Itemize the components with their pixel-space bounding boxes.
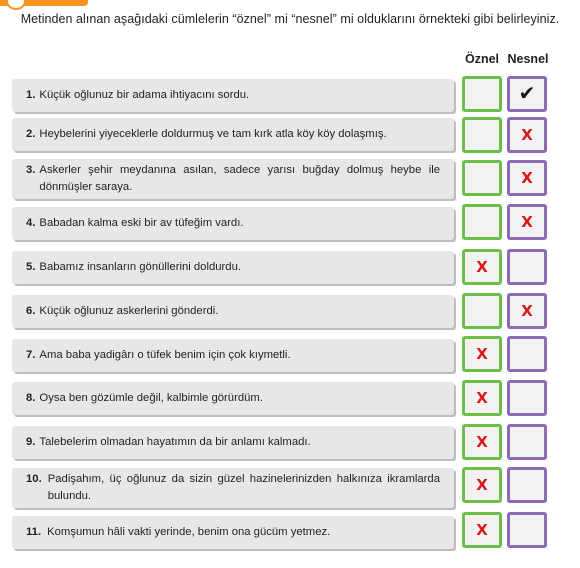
oznel-checkbox-10[interactable]	[462, 467, 502, 503]
sentence-number: 2.	[26, 128, 36, 140]
x-mark-icon: X	[521, 168, 533, 187]
oznel-checkbox-8[interactable]	[462, 380, 502, 416]
sentence-number: 7.	[26, 349, 36, 361]
sentence-row-3	[12, 159, 454, 199]
x-mark-icon: X	[521, 301, 533, 320]
oznel-checkbox-3[interactable]	[462, 160, 502, 196]
sentence-text: Babamız insanların gönüllerini doldurdu.	[39, 261, 242, 273]
oznel-checkbox-7[interactable]	[462, 336, 502, 372]
sentence-number: 8.	[26, 392, 36, 404]
sentence-text: Ama baba yadigârı o tüfek benim için çok kıymetli.	[39, 349, 291, 361]
x-mark-icon: X	[476, 432, 488, 451]
nesnel-checkbox-1[interactable]	[507, 76, 547, 112]
column-header-oznel: Öznel	[464, 52, 500, 66]
sentence-text: Babadan kalma eski bir av tüfeğim vardı.	[39, 217, 244, 229]
sentence-row-11	[12, 516, 454, 549]
sentence-row-1	[12, 79, 454, 112]
sentence-row-7	[12, 339, 454, 372]
x-mark-icon: X	[521, 125, 533, 144]
x-mark-icon: X	[476, 257, 488, 276]
sentence-row-9	[12, 426, 454, 459]
sentence-number: 11.	[26, 526, 42, 538]
sentence-text: Askerler şehir meydanına asılan, sadece yarısı buğday dolmuş heybe ile dönmüşler saraya.	[39, 164, 440, 193]
nesnel-checkbox-10[interactable]	[507, 467, 547, 503]
sentence-row-5	[12, 251, 454, 284]
column-header-nesnel: Nesnel	[507, 52, 549, 66]
checkmark-icon: ✔	[518, 83, 536, 105]
x-mark-icon: X	[521, 212, 533, 231]
oznel-checkbox-11[interactable]	[462, 512, 502, 548]
nesnel-checkbox-6[interactable]	[507, 293, 547, 329]
sentence-number: 5.	[26, 261, 36, 273]
sentence-number: 6.	[26, 305, 36, 317]
sentence-number: 1.	[26, 89, 36, 101]
x-mark-icon: X	[476, 388, 488, 407]
oznel-checkbox-2[interactable]	[462, 117, 502, 153]
sentence-row-8	[12, 382, 454, 415]
nesnel-checkbox-2[interactable]	[507, 117, 547, 153]
nesnel-checkbox-7[interactable]	[507, 336, 547, 372]
instruction-text: Metinden alınan aşağıdaki cümlelerin “öznel” mi “nesnel” mi olduklarını örnekteki gibi belirleyiniz.	[20, 12, 560, 26]
sentence-text: Komşumun hâli vakti yerinde, benim ona gücüm yetmez.	[47, 526, 331, 538]
sentence-row-2	[12, 118, 454, 151]
sentence-number: 3.	[26, 164, 36, 176]
oznel-checkbox-9[interactable]	[462, 424, 502, 460]
sentence-number: 9.	[26, 436, 36, 448]
sentence-text: Talebelerim olmadan hayatımın da bir anlamı kalmadı.	[39, 436, 311, 448]
sentence-text: Küçük oğlunuz askerlerini gönderdi.	[39, 305, 219, 317]
nesnel-checkbox-5[interactable]	[507, 249, 547, 285]
oznel-checkbox-1[interactable]	[462, 76, 502, 112]
sentence-number: 10.	[26, 473, 42, 485]
section-header-tab	[0, 0, 88, 6]
oznel-checkbox-6[interactable]	[462, 293, 502, 329]
sentence-text: Padişahım, üç oğlunuz da sizin güzel hazinelerinizden halkınıza ikramlarda bulundu.	[47, 473, 440, 502]
sentence-text: Heybelerini yiyeceklerle doldurmuş ve tam kırk atla köy köy dolaşmış.	[39, 128, 387, 140]
sentence-row-4	[12, 207, 454, 240]
nesnel-checkbox-11[interactable]	[507, 512, 547, 548]
nesnel-checkbox-8[interactable]	[507, 380, 547, 416]
sentence-text: Oysa ben gözümle değil, kalbimle görürdüm.	[39, 392, 263, 404]
x-mark-icon: X	[476, 344, 488, 363]
x-mark-icon: X	[476, 520, 488, 539]
sentence-row-6	[12, 295, 454, 328]
section-number-badge	[6, 0, 26, 10]
sentence-number: 4.	[26, 217, 36, 229]
nesnel-checkbox-3[interactable]	[507, 160, 547, 196]
oznel-checkbox-4[interactable]	[462, 204, 502, 240]
x-mark-icon: X	[476, 475, 488, 494]
nesnel-checkbox-9[interactable]	[507, 424, 547, 460]
sentence-row-10	[12, 468, 454, 508]
oznel-checkbox-5[interactable]	[462, 249, 502, 285]
nesnel-checkbox-4[interactable]	[507, 204, 547, 240]
sentence-text: Küçük oğlunuz bir adama ihtiyacını sordu.	[39, 89, 250, 101]
